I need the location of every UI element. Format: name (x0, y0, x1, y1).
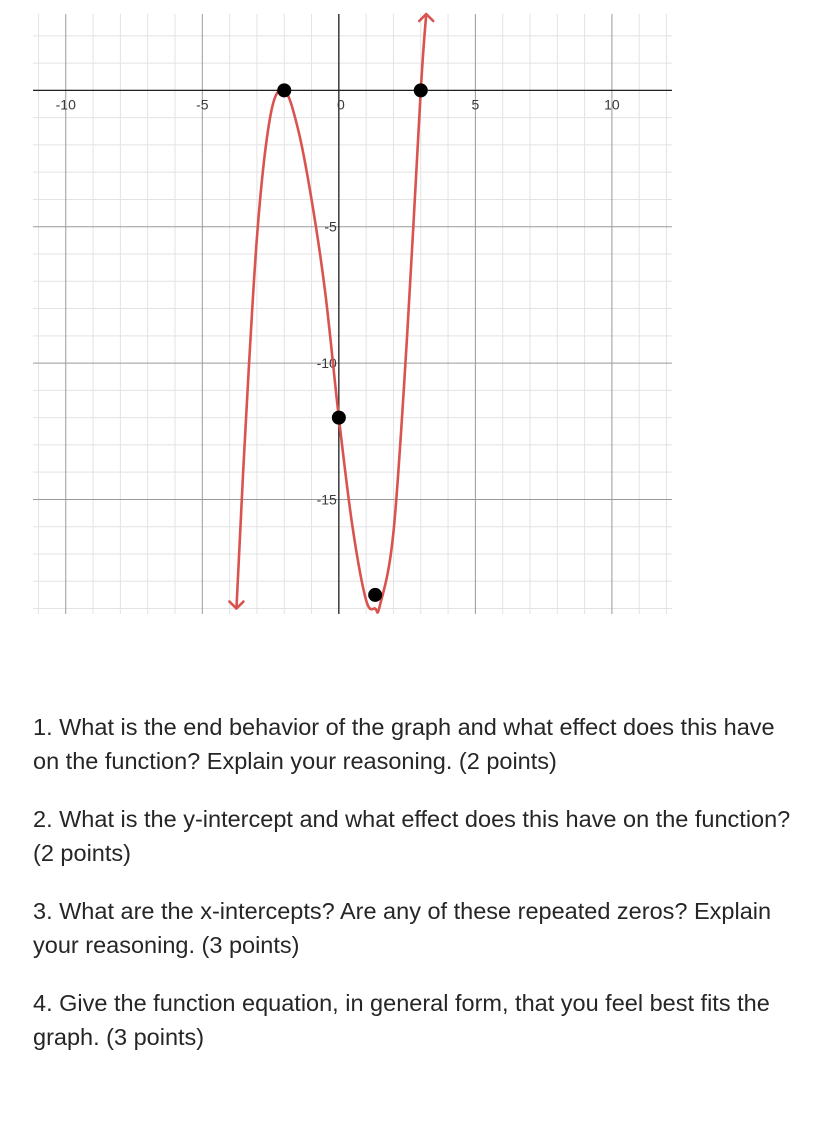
x-tick-label: 5 (471, 96, 480, 113)
y-tick-label: -15 (316, 491, 337, 508)
question-4: 4. Give the function equation, in general form, that you feel best fits the graph. (3 points) (33, 990, 770, 1050)
tick-labels (56, 96, 620, 507)
x-tick-label: -10 (55, 96, 76, 113)
question-3: 3. What are the x-intercepts? Are any of these repeated zeros? Explain your reasoning. (3 points) (33, 898, 772, 958)
question-list (33, 710, 803, 1078)
x-tick-label: 0 (336, 96, 345, 113)
question-1: 1. What is the end behavior of the graph and what effect does this have on the function? Explain your reasoning. (2 points) (33, 714, 775, 774)
key-point (332, 411, 346, 425)
y-tick-label: -10 (316, 355, 337, 372)
key-point (414, 83, 428, 97)
question-2: 2. What is the y-intercept and what effect does this have on the function? (2 points) (33, 806, 791, 866)
key-point (368, 588, 382, 602)
polynomial-curve (229, 14, 433, 613)
x-tick-label: 10 (604, 96, 620, 113)
y-tick-label: -5 (324, 218, 337, 235)
curve-line (236, 14, 426, 613)
x-tick-label: -5 (196, 96, 209, 113)
key-point (277, 83, 291, 97)
